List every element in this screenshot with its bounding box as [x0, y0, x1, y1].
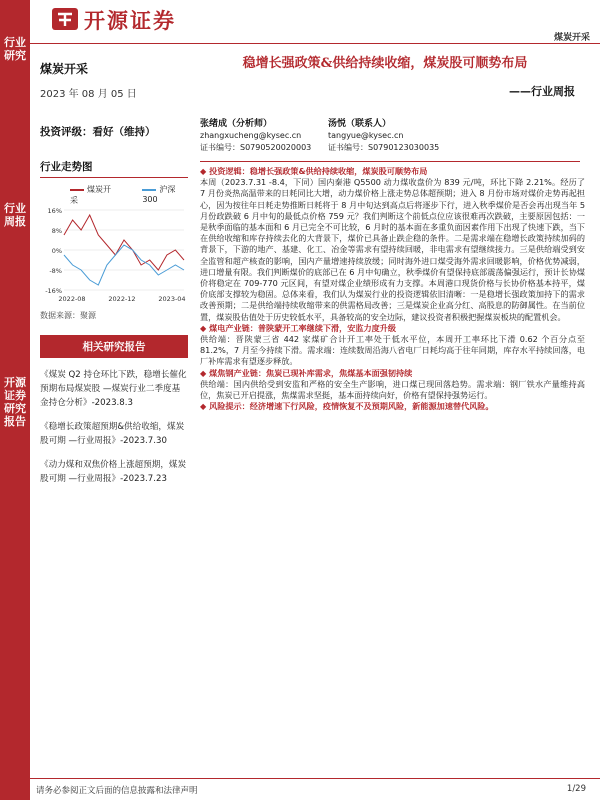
left-column [40, 50, 188, 486]
series-line-1 [64, 215, 184, 270]
legend-b-label: 沪深300 [142, 185, 176, 204]
chart-source: 数据来源：聚源 [40, 311, 96, 320]
related-reports-list [40, 368, 188, 486]
x-tick-label: 2023-04 [158, 295, 186, 303]
trend-chart [40, 206, 188, 304]
rail-top-label: 行业研究 [4, 36, 26, 62]
logo-mark-icon [50, 6, 80, 32]
analyst-1-name: 张绪成（分析师） [200, 119, 273, 129]
analyst-2-email[interactable]: tangyue@kysec.cn [328, 131, 404, 140]
report-date: 2023 年 08 月 05 日 [40, 89, 137, 100]
industry-label: 煤炭开采 [40, 62, 89, 76]
paragraph-coke-steel: 供给端：国内供给受到安监和严格的安全生产影响，进口煤已现回落趋势。需求端：钢厂铁水产量维持高位，焦炭已开启提涨，焦煤需求坚挺，基本面持续向好，价格有望保持强势运行。 [200, 378, 585, 401]
analyst-1 [200, 118, 311, 154]
paragraph-coal-power: 供给端：晋陕蒙三省 442 家煤矿合计开工率处于低水平位，本周开工率环比下滑 0.62 个百分点至 81.2%，7 月至今持续下滑。需求端：连续数周沿海八省电厂日耗均高于往年同期，库存水平持续回落，电厂补库需求有望逐步释放。 [200, 334, 585, 367]
analyst-2-cert: 证书编号：S0790123030035 [328, 143, 440, 152]
y-tick-label: 8% [51, 227, 62, 235]
y-tick-label: -16% [45, 287, 62, 295]
analyst-2 [328, 118, 439, 154]
section-heading-coal-power: ◆ 煤电产业链：普陕蒙开工率继续下滑，安监力度升级 [200, 322, 396, 333]
related-reports-header: 相关研究报告 [40, 335, 188, 358]
x-tick-label: 2022-08 [58, 295, 86, 303]
report-body [200, 166, 585, 412]
footer-disclaimer: 请务必参阅正文后面的信息披露和法律声明 [36, 786, 198, 796]
header-tag: 煤炭开采 [553, 33, 590, 43]
page-footer [30, 778, 600, 800]
logo-text: 开源证券 [84, 8, 176, 33]
analyst-block [200, 118, 580, 162]
legend-item-a [70, 184, 116, 206]
page-header [30, 0, 600, 44]
report-title: 稳增长强政策&供给持续收缩，煤炭股可顺势布局 [242, 56, 528, 71]
rail-bottom-label: 开源证券研究报告 [4, 376, 26, 428]
paragraph-logic: 本周（2023.7.31 -8.4，下同）国内秦港 Q5500 动力煤收盘价为 839 元/吨，环比下降 2.21%。经历了 7 月份炎热高温带来的日耗同比大增，动力煤价格上涨走势总体超预期；进入 8 月份市场对煤价走势再起担心，因为按往年日耗走势推断日耗将于 8 月中旬达到高点后将逐步下行，进入秋季煤价是否会再出现当年 5 月份政跌破 6 月中旬的最低点价格 759 元？我们判断这个前低点位应该很难再次跌破，主要原因包括：一是秋季面临的基本面和 6 月已完全不可比较，6 月时的基本面在多重负面因素作用下出现了快速下跌，当下在供给收缩和库存持续去化的大背景下，煤价已具备止跌企稳的条件。二是需求端在稳增长政策持续加码的背景下，下游的地产、基建、化工、冶金等需求有望持续回暖，非电需求有望继续接力。三是供给端受到安全监管和超产核查的影响，国内产量增速持续放缓；同时海外进口煤受海外需求回暖影响，价格优势减弱，进口增量有限。我们判断煤价的底部已在 6 月中旬确立，秋季煤价有望保持底部震荡偏强运行，预计长协煤价将稳定在 709-770 元区间，有望对煤企业绩形成有力支撑。本周港口现货价格与长协价格基本持平，煤价底部支撑较为稳固。总体来看，我们认为煤炭行业的投资逻辑依旧清晰：一是稳增长强政策加持下的需求改善预期；二是供给端持续收缩带来的供需格局改善；三是煤炭企业高分红、高股息的防御属性。在当前位置，煤炭股估值处于历史较低水平，具备较高的安全边际，建议投资者积极把握煤炭板块的配置机会。 [200, 177, 585, 322]
report-subtitle: ——行业周报 [509, 85, 575, 98]
y-tick-label: -8% [49, 267, 62, 275]
analyst-2-name: 汤悦（联系人） [328, 119, 392, 129]
legend-item-b [142, 184, 188, 206]
rail-mid-label: 行业周报 [4, 202, 26, 228]
side-rail [0, 0, 30, 800]
page-number: 1/29 [566, 784, 586, 794]
risk-warning: ◆ 风险提示：经济增速下行风险，疫情恢复不及预期风险，新能源加速替代风险。 [200, 401, 494, 412]
chart-legend [40, 184, 188, 206]
x-tick-label: 2022-12 [108, 295, 136, 303]
related-report-item[interactable]: 《煤炭 Q2 持仓环比下跌，稳增长催化预期布局煤炭股 —煤炭行业二季度基金持仓分析》-2023.8.3 [40, 370, 187, 408]
y-tick-label: 16% [47, 207, 62, 215]
y-tick-label: 0% [51, 247, 62, 255]
investment-rating: 投资评级：看好（维持） [40, 126, 156, 138]
related-report-item[interactable]: 《稳增长政策超预期&供给收缩，煤炭股可期 —行业周报》-2023.7.30 [40, 422, 185, 446]
analyst-1-email[interactable]: zhangxucheng@kysec.cn [200, 131, 302, 140]
section-heading-coke-steel: ◆ 煤焦钢产业链：焦炭已现补库需求，焦煤基本面强韧持续 [200, 367, 413, 378]
chart-section-title: 行业走势图 [40, 159, 188, 178]
legend-a-label: 煤炭开采 [70, 185, 111, 205]
analyst-1-cert: 证书编号：S0790520020003 [200, 143, 312, 152]
related-report-item[interactable]: 《动力煤和双焦价格上涨超预期，煤炭股可期 —行业周报》-2023.7.23 [40, 460, 187, 484]
series-line-2 [64, 245, 184, 285]
section-heading-logic: ◆ 投资逻辑：稳增长强政策&供给持续收缩，煤炭股可顺势布局 [200, 166, 428, 176]
